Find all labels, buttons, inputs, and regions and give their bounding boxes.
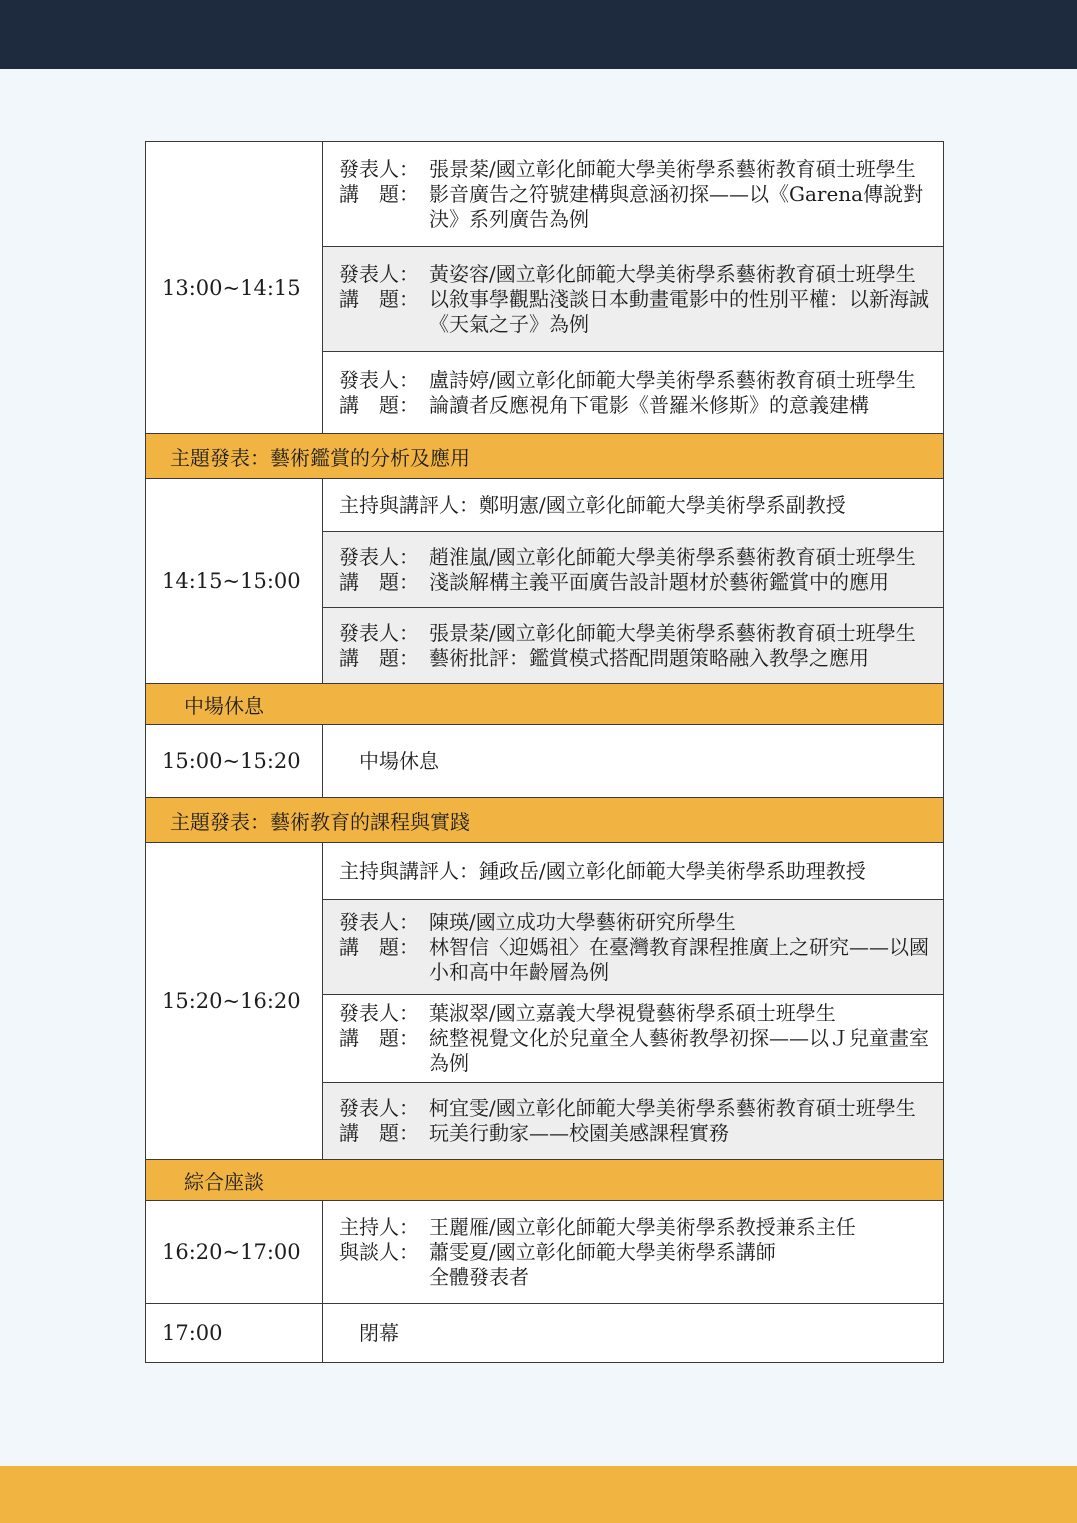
footer-bar — [0, 1466, 1077, 1523]
session-detail — [323, 608, 944, 684]
speaker-line — [339, 1026, 929, 1076]
session-content — [323, 151, 943, 238]
role-text: 黃姿容/國立彰化師範大學美術學系藝術教育碩士班學生 — [429, 261, 916, 286]
session-content — [323, 853, 943, 890]
plain-label: 閉幕 — [359, 1320, 399, 1345]
role-text: 玩美行動家——校園美感課程實務 — [429, 1121, 729, 1145]
speaker-line — [339, 1096, 929, 1121]
role-label: 發表人： — [339, 1096, 419, 1120]
speaker-line — [339, 157, 929, 182]
session-content — [323, 743, 943, 780]
schedule-row — [146, 479, 944, 532]
speaker-line — [339, 1215, 929, 1240]
session-content — [323, 539, 943, 601]
plain-label: 中場休息 — [359, 748, 439, 773]
session-content — [323, 1209, 943, 1296]
session-content — [323, 1315, 943, 1352]
schedule-table — [145, 141, 944, 1363]
speaker-line — [339, 1001, 929, 1026]
speaker-line — [339, 545, 929, 570]
role-label: 發表人： — [339, 620, 419, 645]
role-text: 論讀者反應視角下電影《普羅米修斯》的意義建構 — [429, 392, 869, 417]
role-text: 趙淮嵐/國立彰化師範大學美術學系藝術教育碩士班學生 — [429, 544, 916, 569]
role-text: 全體發表者 — [429, 1264, 529, 1289]
schedule-row — [146, 142, 944, 247]
role-label: 發表人： — [339, 909, 419, 934]
role-text: 柯宜雯/國立彰化師範大學美術學系藝術教育碩士班學生 — [429, 1096, 916, 1120]
session-detail — [323, 142, 944, 247]
speaker-line — [339, 910, 929, 935]
role-label: 發表人： — [339, 367, 419, 392]
role-label: 講 題： — [339, 286, 419, 311]
session-content — [323, 995, 943, 1082]
role-label: 講 題： — [339, 181, 419, 206]
section-header-row — [146, 798, 944, 843]
session-detail — [323, 352, 944, 434]
schedule-row — [146, 843, 944, 900]
role-label: 講 題： — [339, 645, 419, 670]
speaker-line — [339, 935, 929, 985]
role-label: 講 題： — [339, 1121, 419, 1145]
session-content — [323, 487, 943, 524]
section-title: 主題發表：藝術鑑賞的分析及應用 — [146, 434, 944, 479]
speaker-line — [339, 646, 929, 671]
session-detail — [323, 725, 944, 798]
section-header-row — [146, 1160, 944, 1201]
moderator-line: 主持與講評人：鄭明憲/國立彰化師範大學美術學系副教授 — [339, 492, 846, 517]
section-header-row — [146, 434, 944, 479]
role-text: 以敘事學觀點淺談日本動畫電影中的性別平權：以新海誠《天氣之子》為例 — [429, 286, 929, 336]
speaker-line — [339, 1121, 929, 1146]
role-label: 發表人： — [339, 261, 419, 286]
session-detail — [323, 247, 944, 352]
header-bar — [0, 0, 1077, 69]
session-content — [323, 615, 943, 677]
session-detail — [323, 479, 944, 532]
section-header-row — [146, 684, 944, 725]
speaker-line — [339, 182, 929, 232]
session-content — [323, 1090, 943, 1152]
role-text: 淺談解構主義平面廣告設計題材於藝術鑑賞中的應用 — [429, 569, 889, 594]
speaker-line — [339, 368, 929, 393]
role-label: 發表人： — [339, 1001, 419, 1025]
schedule-row — [146, 1304, 944, 1363]
session-detail — [323, 843, 944, 900]
time-slot: 14:15~15:00 — [146, 479, 323, 684]
session-content — [323, 904, 943, 991]
speaker-line — [339, 570, 929, 595]
section-title: 綜合座談 — [146, 1160, 944, 1201]
session-detail — [323, 1201, 944, 1304]
section-title: 主題發表：藝術教育的課程與實踐 — [146, 798, 944, 843]
role-text: 王麗雁/國立彰化師範大學美術學系教授兼系主任 — [429, 1214, 856, 1239]
session-detail — [323, 1083, 944, 1160]
moderator-line: 主持與講評人：鍾政岳/國立彰化師範大學美術學系助理教授 — [339, 858, 866, 883]
speaker-line — [339, 621, 929, 646]
schedule-row — [146, 725, 944, 798]
speaker-line — [339, 1265, 929, 1290]
session-detail — [323, 532, 944, 608]
session-detail — [323, 995, 944, 1083]
role-text: 張景棻/國立彰化師範大學美術學系藝術教育碩士班學生 — [429, 156, 916, 181]
role-label: 主持人： — [339, 1214, 419, 1239]
role-text: 張景棻/國立彰化師範大學美術學系藝術教育碩士班學生 — [429, 620, 916, 645]
session-detail — [323, 900, 944, 995]
role-label: 講 題： — [339, 1026, 419, 1050]
speaker-line — [339, 262, 929, 287]
role-label: 發表人： — [339, 156, 419, 181]
time-slot: 16:20~17:00 — [146, 1201, 323, 1304]
role-text: 藝術批評：鑑賞模式搭配問題策略融入教學之應用 — [429, 645, 869, 670]
time-slot: 13:00~14:15 — [146, 142, 323, 434]
role-label: 講 題： — [339, 569, 419, 594]
role-text: 葉淑翠/國立嘉義大學視覺藝術學系碩士班學生 — [429, 1001, 836, 1025]
role-label: 講 題： — [339, 392, 419, 417]
session-content — [323, 256, 943, 343]
section-title: 中場休息 — [146, 684, 944, 725]
role-text: 陳瑛/國立成功大學藝術研究所學生 — [429, 909, 736, 934]
role-label: 講 題： — [339, 934, 419, 959]
speaker-line — [339, 1240, 929, 1265]
speaker-line — [339, 393, 929, 418]
time-slot: 15:00~15:20 — [146, 725, 323, 798]
time-slot: 17:00 — [146, 1304, 323, 1363]
role-text: 蕭雯夏/國立彰化師範大學美術學系講師 — [429, 1239, 776, 1264]
role-text: 林智信〈迎媽祖〉在臺灣教育課程推廣上之研究——以國小和高中年齡層為例 — [429, 934, 929, 984]
role-label — [339, 1265, 429, 1290]
role-text: 盧詩婷/國立彰化師範大學美術學系藝術教育碩士班學生 — [429, 367, 916, 392]
role-text: 影音廣告之符號建構與意涵初探——以《Garena傳說對決》系列廣告為例 — [429, 181, 924, 231]
role-label: 與談人： — [339, 1239, 419, 1264]
session-detail — [323, 1304, 944, 1363]
role-label: 發表人： — [339, 544, 419, 569]
schedule-row — [146, 1201, 944, 1304]
time-slot: 15:20~16:20 — [146, 843, 323, 1160]
session-content — [323, 362, 943, 424]
role-text: 統整視覺文化於兒童全人藝術教學初探——以Ｊ兒童畫室為例 — [429, 1026, 929, 1075]
speaker-line — [339, 287, 929, 337]
